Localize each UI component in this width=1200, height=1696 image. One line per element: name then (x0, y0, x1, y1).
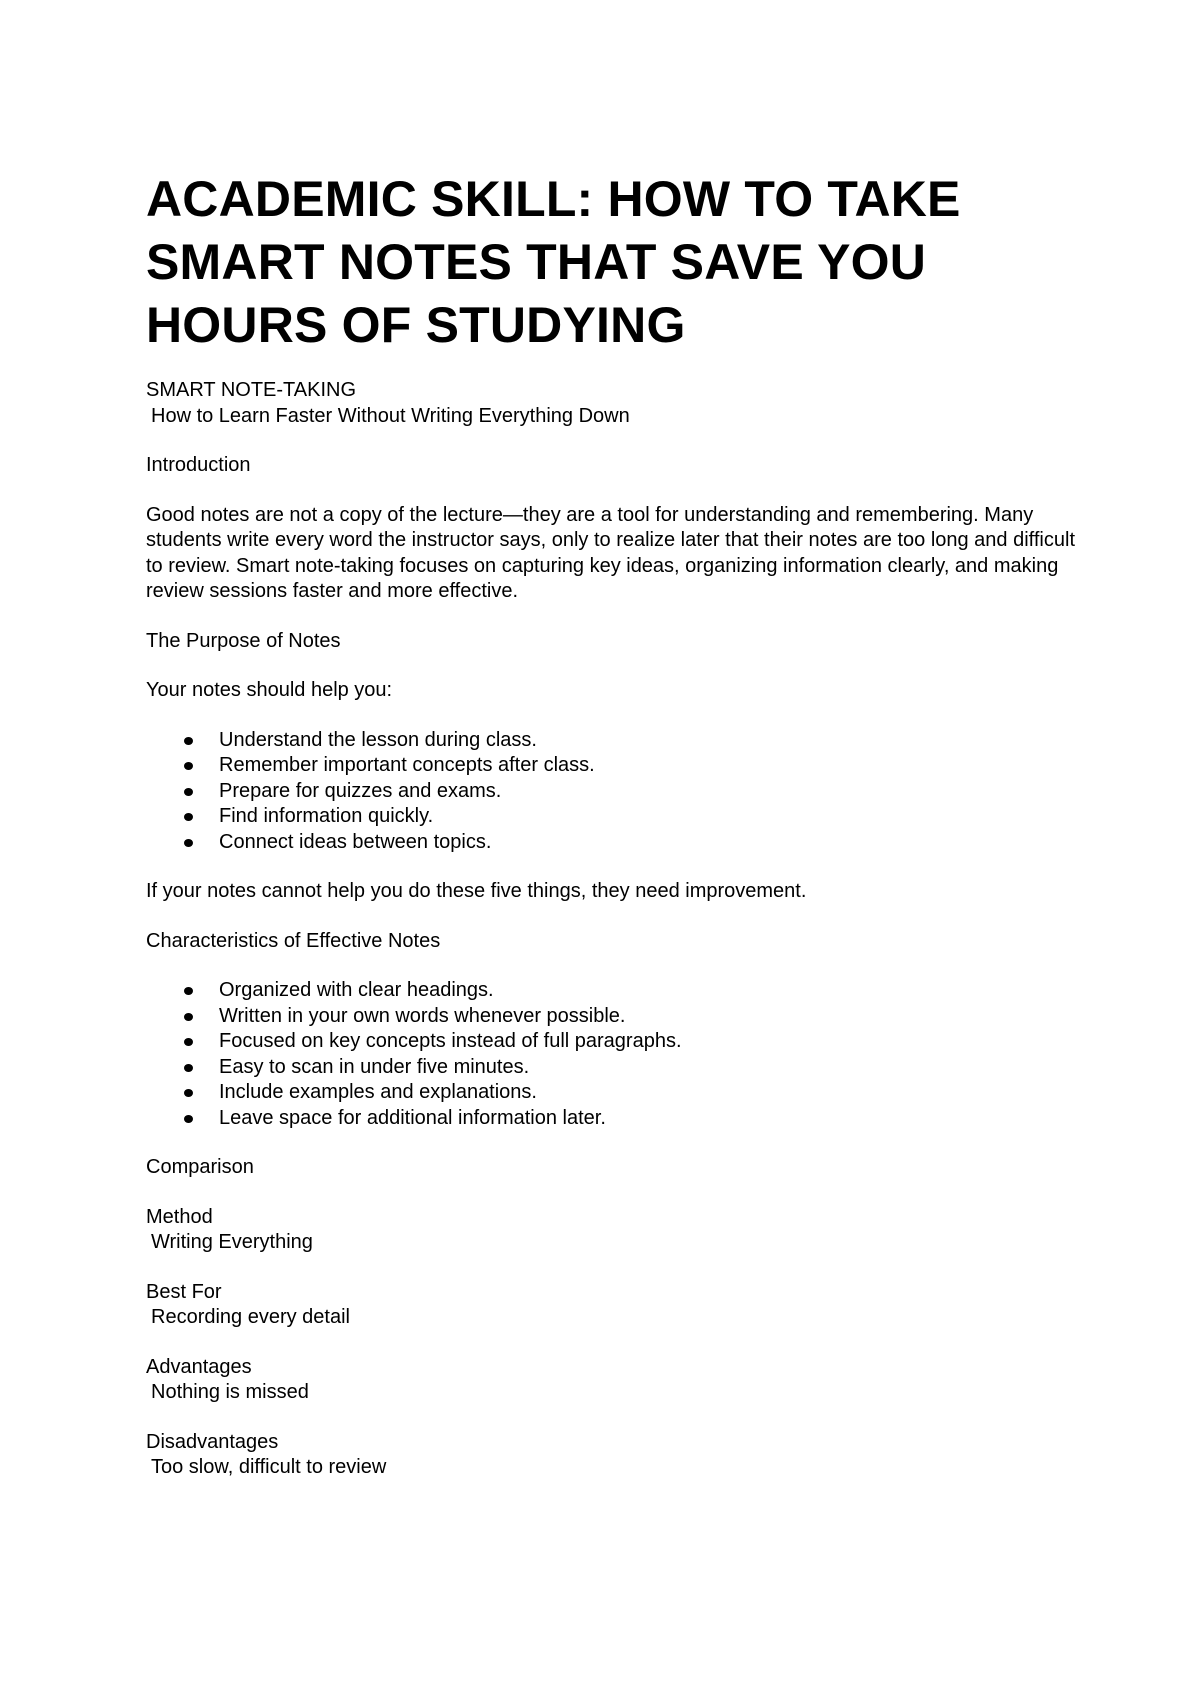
comparison-row-disadvantages (146, 1430, 1086, 1481)
comparison-label: Advantages (146, 1355, 252, 1378)
comparison-label: Method (146, 1205, 213, 1228)
list-item-text: Leave space for additional information later. (219, 1106, 606, 1129)
bullet-icon (184, 1013, 193, 1021)
bullet-icon (184, 1089, 193, 1097)
list-item (146, 804, 1086, 830)
list-item (146, 1004, 1086, 1030)
comparison-heading: Comparison (146, 1156, 254, 1178)
list-item (146, 978, 1086, 1004)
list-item-text: Prepare for quizzes and exams. (219, 779, 502, 802)
list-item (146, 753, 1086, 779)
intro-body: Good notes are not a copy of the lecture—they are a tool for understanding and remembering. Many students write every word the instructor says, only to realize later that their notes are too long and difficult to review. Smart note-taking focuses on capturing key ideas, organizing information clearly, and making review sessions faster and more effective. (146, 503, 1075, 602)
list-item (146, 1106, 1086, 1132)
bullet-icon (184, 762, 193, 770)
list-item (146, 728, 1086, 754)
bullet-icon (184, 737, 193, 745)
comparison-row-best-for (146, 1280, 1086, 1331)
list-item (146, 779, 1086, 805)
list-item-text: Focused on key concepts instead of full paragraphs. (219, 1030, 682, 1052)
comparison-value: Nothing is missed (151, 1381, 309, 1403)
list-item-text: Written in your own words whenever possible. (219, 1004, 626, 1027)
list-item (146, 830, 1086, 856)
comparison-label: Disadvantages (146, 1430, 279, 1453)
list-item-text: Find information quickly. (219, 805, 434, 827)
list-item-text: Remember important concepts after class. (219, 754, 595, 776)
characteristics-list (146, 978, 1086, 1131)
purpose-closing: If your notes cannot help you do these five things, they need improvement. (146, 880, 807, 902)
list-item-text: Understand the lesson during class. (219, 728, 537, 751)
comparison-row-method (146, 1205, 1086, 1256)
purpose-heading: The Purpose of Notes (146, 629, 341, 652)
bullet-icon (184, 1115, 193, 1123)
intro-heading: Introduction (146, 454, 251, 476)
bullet-icon (184, 1064, 193, 1072)
list-item (146, 1029, 1086, 1055)
list-item (146, 1055, 1086, 1081)
comparison-value: Writing Everything (151, 1231, 313, 1253)
bullet-icon (184, 813, 193, 821)
document-subtitle: SMART NOTE-TAKING (146, 379, 357, 401)
bullet-icon (184, 839, 193, 847)
comparison-label: Best For (146, 1280, 222, 1303)
bullet-icon (184, 987, 193, 995)
list-item (146, 1080, 1086, 1106)
document-tagline: How to Learn Faster Without Writing Everything Down (151, 404, 630, 427)
document-page (146, 168, 1086, 1481)
list-item-text: Include examples and explanations. (219, 1081, 537, 1103)
characteristics-heading: Characteristics of Effective Notes (146, 929, 441, 952)
list-item-text: Easy to scan in under five minutes. (219, 1055, 530, 1078)
purpose-lead: Your notes should help you: (146, 679, 393, 701)
comparison-row-advantages (146, 1355, 1086, 1406)
list-item-text: Organized with clear headings. (219, 979, 494, 1001)
bullet-icon (184, 1038, 193, 1046)
list-item-text: Connect ideas between topics. (219, 830, 492, 853)
bullet-icon (184, 788, 193, 796)
purpose-list (146, 728, 1086, 856)
document-title: ACADEMIC SKILL: HOW TO TAKE SMART NOTES THAT SAVE YOU HOURS OF STUDYING (146, 171, 961, 353)
comparison-value: Recording every detail (151, 1306, 350, 1328)
comparison-value: Too slow, difficult to review (151, 1456, 387, 1478)
